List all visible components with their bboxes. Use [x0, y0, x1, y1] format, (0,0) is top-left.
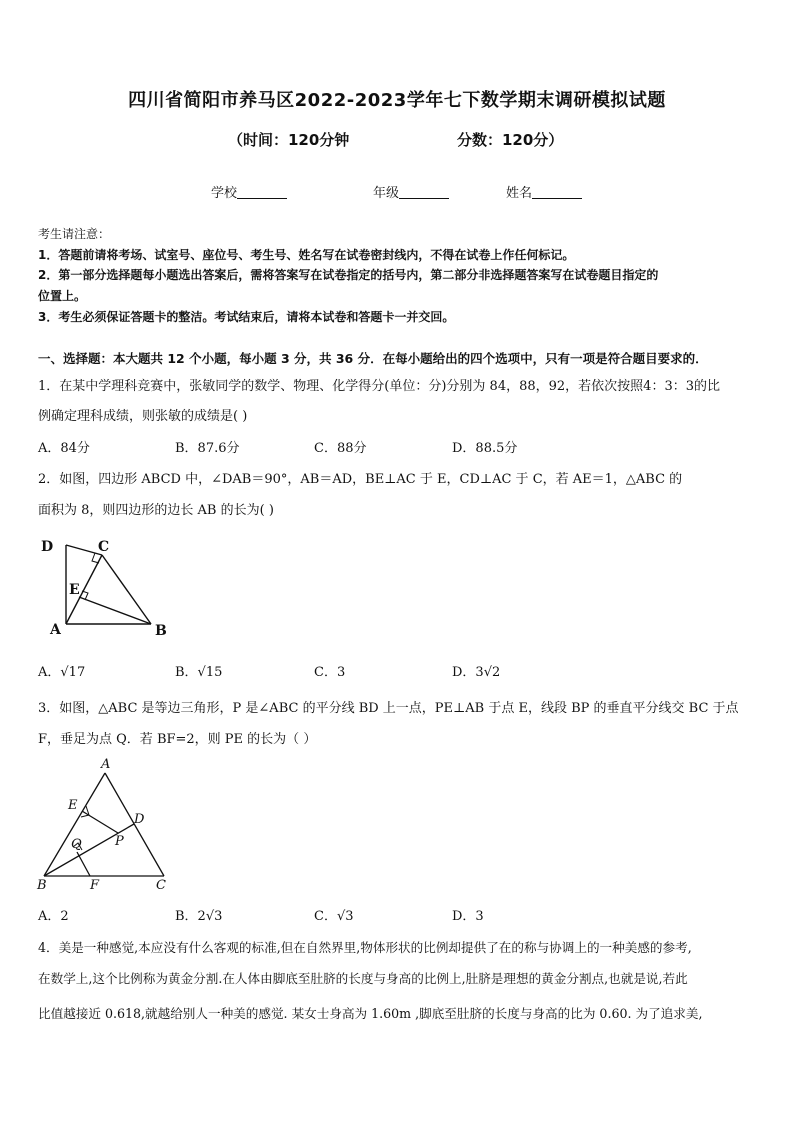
notice-heading: 考生请注意：: [38, 227, 111, 241]
q2-edge-cb: [102, 555, 151, 624]
notice-item-1: 1．答题前请将考场、试室号、座位号、考生号、姓名写在试卷密封线内，不得在试卷上作任何标记。: [38, 248, 575, 262]
q3-segment-pe: [82, 811, 118, 833]
q1-stem-line2: 例确定理科成绩，则张敏的成绩是( ): [38, 409, 248, 424]
q3-label-a: A: [101, 757, 111, 772]
q1-stem-line1: 1．在某中学理科竞赛中，张敏同学的数学、物理、化学得分(单位：分)分别为 84，88，92，若依次按照4：3：3的比: [38, 379, 720, 394]
q3-bisector-bd: [44, 824, 134, 876]
section-heading: 一、选择题：本大题共 12 个小题，每小题 3 分，共 36 分．在每小题给出的四个选项中，只有一项是符合题目要求的．: [38, 351, 708, 366]
q3-label-b: B: [37, 878, 47, 893]
q1-option-a: A．84分: [38, 441, 90, 456]
q2-label-e: E: [69, 582, 80, 598]
q2-figure: [36, 535, 176, 640]
q2-edge-dc: [66, 545, 102, 555]
grade-label: 年级: [373, 186, 400, 201]
q3-label-f: F: [90, 878, 100, 893]
school-field: [211, 182, 287, 201]
name-blank: [532, 185, 582, 199]
time-info: （时间：120分钟: [228, 131, 350, 149]
q3-edge-ab: [44, 773, 105, 876]
q3-label-q: Q: [71, 837, 82, 852]
q2-option-b: B．√15: [175, 665, 223, 680]
grade-blank: [399, 185, 449, 199]
grade-field: [373, 182, 449, 201]
notice-item-2: 2．第一部分选择题每小题选出答案后，需将答案写在试卷指定的括号内，第二部分非选择题答案写在试卷题目指定的: [38, 268, 659, 282]
notice-item-2-cont: 位置上。: [38, 289, 87, 303]
exam-title: 四川省简阳市养马区2022-2023学年七下数学期末调研模拟试题: [128, 90, 666, 111]
q3-label-p: P: [115, 834, 124, 849]
q4-stem-line1: 4．美是一种感觉,本应没有什么客观的标准,但在自然界里,物体形状的比例却提供了在的称与协调上的一种美感的参考,: [38, 940, 692, 955]
q2-option-a: A．√17: [38, 665, 86, 680]
q2-label-c: C: [98, 539, 110, 555]
q3-label-e: E: [68, 798, 78, 813]
q2-stem-line1: 2．如图，四边形 ABCD 中，∠DAB＝90°，AB＝AD，BE⊥AC 于 E，CD⊥AC 于 C，若 AE＝1，△ABC 的: [38, 472, 683, 487]
q3-figure: [34, 755, 184, 895]
q2-label-d: D: [41, 539, 54, 555]
notice-item-3: 3．考生必须保证答题卡的整洁。考试结束后，请将本试卷和答题卡一并交回。: [38, 310, 455, 324]
q3-option-b: B．2√3: [175, 909, 223, 924]
q1-option-d: D．88.5分: [452, 441, 518, 456]
q3-stem-line2: F，垂足为点 Q．若 BF=2，则 PE 的长为（ ）: [38, 732, 317, 747]
q3-option-c: C．√3: [314, 909, 354, 924]
q1-option-c: C．88分: [314, 441, 367, 456]
q4-stem-line3: 比值越接近 0.618,就越给别人一种美的感觉. 某女士身高为 1.60m ,脚底至肚脐的长度与身高的比为 0.60. 为了追求美,: [38, 1006, 703, 1021]
name-field: [506, 182, 582, 201]
q3-label-c: C: [156, 878, 166, 893]
q2-stem-line2: 面积为 8，则四边形的边长 AB 的长为( ): [38, 503, 274, 518]
q4-stem-line2: 在数学上,这个比例称为黄金分割.在人体由脚底至肚脐的长度与身高的比例上,肚脐是理想的黄金分割点,也就是说,若此: [38, 971, 688, 986]
name-label: 姓名: [506, 186, 533, 201]
q3-option-d: D．3: [452, 909, 484, 924]
q3-option-a: A．2: [38, 909, 69, 924]
q2-label-b: B: [155, 623, 167, 639]
school-label: 学校: [211, 186, 238, 201]
score-info: 分数：120分）: [457, 131, 564, 149]
q3-stem-line1: 3．如图，△ABC 是等边三角形，P 是∠ABC 的平分线 BD 上一点，PE⊥AB 于点 E，线段 BP 的垂直平分线交 BC 于点: [38, 701, 739, 716]
q2-option-c: C．3: [314, 665, 346, 680]
q1-option-b: B．87.6分: [175, 441, 240, 456]
q3-label-d: D: [134, 812, 145, 827]
q2-label-a: A: [50, 622, 61, 638]
school-blank: [237, 185, 287, 199]
q3-segment-fq: [77, 852, 90, 876]
q2-segment-be: [79, 597, 151, 624]
q2-option-d: D．3√2: [452, 665, 501, 680]
